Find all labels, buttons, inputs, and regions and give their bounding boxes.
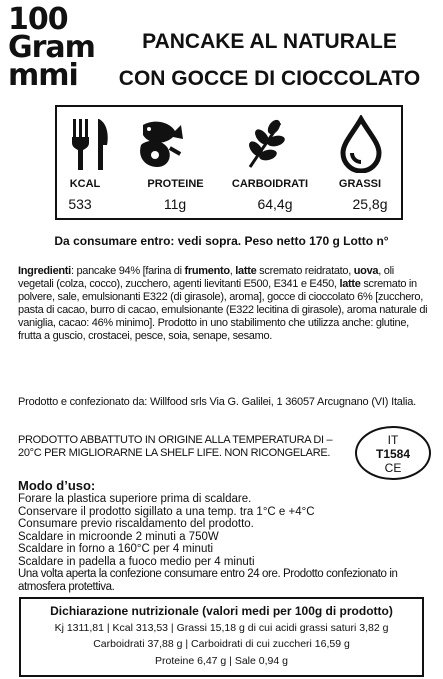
ingredients-text-4: , oli vegetali (colza, cocco), zucchero, agenti lievitanti E500, E341 e E450, <box>18 265 394 290</box>
nutrition-value-carboidrati: 64,4g <box>257 196 293 212</box>
consume-by-line: Da consumare entro: vedi sopra. Peso netto 170 g Lotto n° <box>54 234 389 248</box>
fork-knife-icon <box>65 115 117 173</box>
nutrition-declaration-line-1: Kj 1311,81 | Kcal 313,53 | Grassi 15,18 g di cui acidi grassi saturi 3,82 g <box>54 622 389 634</box>
usage-line: Consumare previo riscaldamento del prodotto. <box>18 518 254 530</box>
nutrition-value-kcal: 533 <box>68 196 92 212</box>
logo-line-2: Gram <box>8 30 95 65</box>
health-mark <box>355 426 431 480</box>
nutrition-value-grassi: 25,8g <box>352 196 388 212</box>
usage-line-last: Una volta aperta la confezione consumare entro 24 ore. Prodotto confezionato in atmosfera protettiva. <box>18 568 398 593</box>
usage-line: Scaldare in microonde 2 minuti a 750W <box>18 530 219 543</box>
health-mark-country: IT <box>387 433 399 447</box>
product-title-line-2: CON GOCCE DI CIOCCOLATO <box>118 67 421 90</box>
health-mark-ce: CE <box>384 461 402 475</box>
meat-fish-icon <box>135 115 187 173</box>
nutrition-label-carboidrati: CARBOIDRATI <box>231 178 309 190</box>
health-mark-code: T1584 <box>375 447 411 461</box>
ingredients-text-2: , <box>229 265 236 277</box>
usage-title: Modo d’uso: <box>18 478 96 493</box>
allergen-latte-2: latte <box>339 278 361 290</box>
nutrition-label-grassi: GRASSI <box>338 178 382 190</box>
ingredients-label: Ingredienti <box>18 265 71 277</box>
usage-line: Forare la plastica superiore prima di scaldare. <box>18 493 252 505</box>
ingredients-paragraph <box>18 265 430 343</box>
wheat-icon <box>240 115 292 173</box>
drop-icon <box>335 115 387 173</box>
ingredients-text-3: scremato reidratato, <box>256 265 354 277</box>
allergen-latte-1: latte <box>235 265 257 277</box>
nutrition-label-proteine: PROTEINE <box>147 178 204 190</box>
allergen-uova: uova <box>353 265 379 277</box>
producer-info: Prodotto e confezionato da: Willfood srls Via G. Galilei, 1 36057 Arcugnano (VI) Italia. <box>18 396 416 408</box>
logo-line-3: mmi <box>8 58 78 93</box>
usage-instructions <box>18 493 430 593</box>
allergen-frumento: frumento <box>184 265 230 277</box>
brand-logo <box>8 2 98 93</box>
ingredients-text-5: scremato in polvere, sale, emulsionanti E322 (di girasole), aroma], gocce di cioccolato 6% [zucchero, pasta di cacao, burro di cacao, emulsionante (E322 lecitina di girasole), aroma naturale di vaniglia, cacao: 46% minimo]. Prodotto in uno stabilimento che utilizza anche: glutine, frutta a guscio, crostacei, pesce, soia, senape, sesamo. <box>18 278 428 342</box>
nutrition-declaration-line-3: Proteine 6,47 g | Sale 0,94 g <box>155 655 288 667</box>
usage-line: Scaldare in padella a fuoco medio per 4 minuti <box>18 555 255 568</box>
product-title-line-1: PANCAKE AL NATURALE <box>142 30 397 53</box>
nutrition-declaration-line-2: Carboidrati 37,88 g | Carboidrati di cui zuccheri 16,59 g <box>93 638 350 650</box>
nutrition-value-proteine: 11g <box>163 196 187 212</box>
nutrition-label-kcal: KCAL <box>69 178 101 190</box>
usage-line: Scaldare in forno a 160°C per 4 minuti <box>18 543 214 555</box>
blast-chilled-notice: PRODOTTO ABBATTUTO IN ORIGINE ALLA TEMPERATURA DI –20°C PER MIGLIORARNE LA SHELF LIFE. NON RICONGELARE. <box>18 434 333 459</box>
logo-line-1: 100 <box>8 2 68 37</box>
usage-line: Conservare il prodotto sigillato a una temp. tra 1°C e +4°C <box>18 505 315 518</box>
ingredients-text-1: : pancake 94% [farina di <box>70 265 185 277</box>
nutrition-declaration-title: Dichiarazione nutrizionale (valori medi per 100g di prodotto) <box>50 604 393 618</box>
